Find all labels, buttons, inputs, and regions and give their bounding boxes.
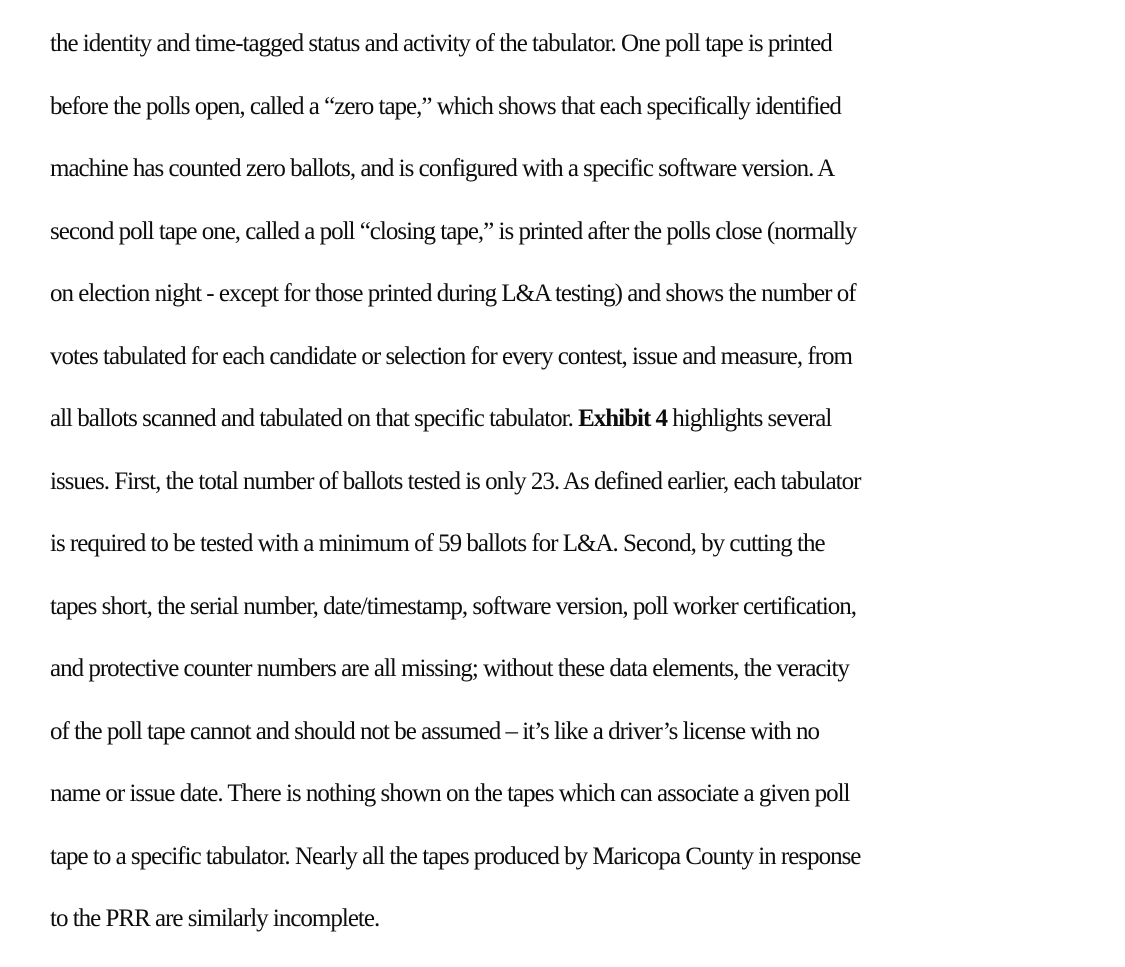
text-line: tapes short, the serial number, date/timestamp, software version, poll worker certification, bbox=[50, 592, 857, 620]
text-segment: all ballots scanned and tabulated on that specific tabulator. bbox=[50, 405, 579, 432]
text-line: the identity and time-tagged status and activity of the tabulator. One poll tape is printed bbox=[50, 30, 832, 57]
text-line: second poll tape one, called a poll “closing tape,” is printed after the polls close (normally bbox=[50, 217, 857, 245]
exhibit-reference: Exhibit 4 bbox=[578, 405, 668, 432]
text-line: votes tabulated for each candidate or selection for every contest, issue and measure, from bbox=[50, 342, 853, 370]
text-line: tape to a specific tabulator. Nearly all the tapes produced by Maricopa County in response bbox=[50, 842, 861, 870]
text-line bbox=[50, 388, 1087, 451]
text-line: is required to be tested with a minimum of 59 ballots for L&A. Second, by cutting the bbox=[50, 530, 825, 557]
text-line: machine has counted zero ballots, and is configured with a specific software version. A bbox=[50, 155, 835, 182]
text-line: to the PRR are similarly incomplete. bbox=[50, 905, 380, 932]
text-segment: highlights several bbox=[667, 405, 832, 432]
paragraph bbox=[50, 13, 1087, 951]
text-line: issues. First, the total number of ballots tested is only 23. As defined earlier, each tabulator bbox=[50, 467, 861, 495]
text-line: before the polls open, called a “zero tape,” which shows that each specifically identified bbox=[50, 92, 841, 120]
text-line: on election night - except for those printed during L&A testing) and shows the number of bbox=[50, 280, 856, 307]
text-line: and protective counter numbers are all missing; without these data elements, the veracity bbox=[50, 655, 849, 682]
text-line: name or issue date. There is nothing shown on the tapes which can associate a given poll bbox=[50, 780, 850, 807]
text-line: of the poll tape cannot and should not be assumed – it’s like a driver’s license with no bbox=[50, 717, 819, 745]
